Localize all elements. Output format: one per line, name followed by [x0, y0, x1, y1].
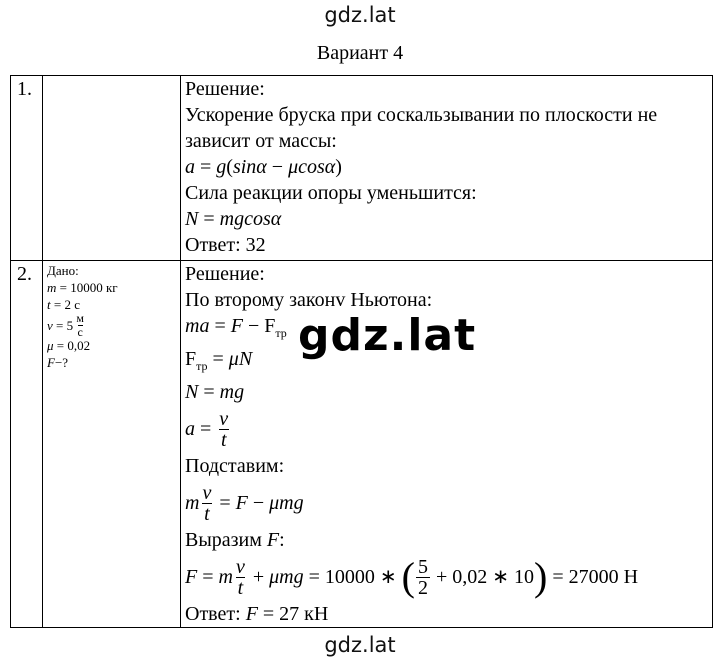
- solution-line: Решение:: [185, 263, 265, 285]
- table-row: [11, 76, 713, 261]
- solution-line: Выразим F:: [185, 529, 285, 551]
- given-title: Дано:: [47, 263, 79, 278]
- given-cell-empty: [43, 76, 181, 261]
- answer-line: Ответ: F = 27 кН: [185, 603, 329, 625]
- answer-line: Ответ: 32: [185, 234, 266, 256]
- solution-line: По второму законv Ньютона:: [185, 289, 433, 311]
- formula-newton: ma = $F - F_{тр}$: [185, 315, 287, 340]
- formula-friction: $F_{тр} = \mu N$: [185, 348, 253, 373]
- row-number: 1.: [11, 76, 43, 261]
- solution-cell: [181, 76, 713, 261]
- given-cell: [43, 261, 181, 628]
- given-friction: μ = 0,02: [47, 338, 91, 353]
- given-velocity: v = 5 м с: [47, 310, 84, 339]
- solution-line: Ускорение бруска при соскальзывании по плоскости не: [185, 104, 658, 126]
- given-find: F−?: [47, 355, 69, 370]
- formula-acceleration: a = $\frac{v}{t}$: [185, 407, 229, 451]
- watermark-bottom: gdz.lat: [324, 633, 396, 657]
- variant-title: Вариант 4: [316, 42, 404, 64]
- formula-final: F = m $\frac{v}{t}$ + μmg = 10000 ∗ ( $\frac{5}{2}$ + 0,02 ∗ 10 ) = 27000 Н: [185, 554, 639, 599]
- solution-line: Сила реакции опоры уменьшится:: [185, 182, 477, 204]
- given-mass: m = 10000 кг: [47, 280, 118, 295]
- given-time: t = 2 с: [47, 297, 80, 312]
- formula-substituted: m $\frac{v}{t}$ = F − μmg: [185, 481, 304, 525]
- watermark-center: gdz.lat: [298, 310, 477, 361]
- formula-normal: N = mg: [185, 381, 245, 403]
- row-number: 2.: [11, 261, 43, 628]
- formula-normal-force: N = mgcosα: [185, 208, 282, 230]
- watermark-top: gdz.lat: [324, 3, 396, 27]
- formula-acceleration: a = g(sinα − μcosα): [185, 156, 342, 178]
- solution-line: Решение:: [185, 78, 265, 100]
- solution-line: зависит от массы:: [185, 130, 337, 152]
- solution-line: Подставим:: [185, 455, 285, 477]
